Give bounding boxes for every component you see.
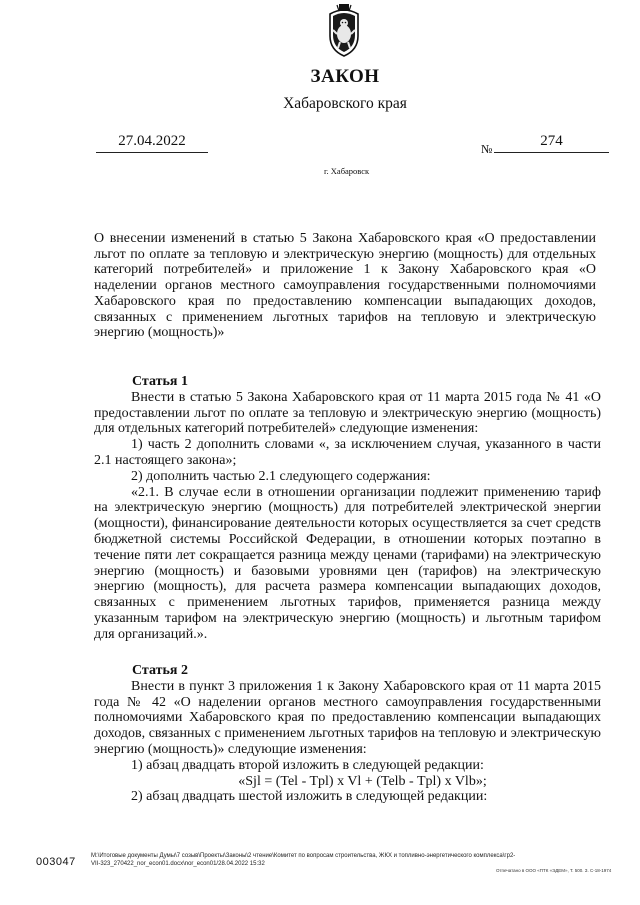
document-city: г. Хабаровск [324, 166, 370, 176]
document-code: 003047 [36, 856, 76, 868]
file-path-line-1: M:\Итоговые документы Думы\7 созыв\Проекты\Законы\2 чтение\Комитет по вопросам строительства, ЖКХ и топливно-энергетического комплекса\гр2- [91, 853, 516, 859]
document-region: Хабаровского края [283, 95, 407, 112]
article-2-item-1: 1) абзац двадцать второй изложить в следующей редакции: [131, 757, 484, 773]
article-2-heading: Статья 2 [132, 663, 188, 678]
article-2-intro: Внести в пункт 3 приложения 1 к Закону Хабаровского края от 11 марта 2015 года № 42 «О наделении органов местного самоуправления государственными полномочиями Хабаровского края по предоставлению компенсации выпадающих доходов, связанных с применением льготных тарифов на тепловую и электрическую энергию (мощность)» следующие изменения: [94, 678, 601, 757]
document-subject: О внесении изменений в статью 5 Закона Хабаровского края «О предоставлении льгот по оплате за тепловую и электрическую энергию (мощность) для отдельных категорий потребителей» и приложение 1 к Закону Хабаровского края «О наделении органов местного самоуправления государственными полномочиями Хабаровского края по предоставлению компенсации выпадающих доходов, связанных с применением льготных тарифов на тепловую и электрическую энергию (мощность)» [94, 231, 596, 341]
article-1-item-2: 2) дополнить частью 2.1 следующего содержания: [131, 468, 431, 484]
printer-stamp: Отпечатано в ООО «ПТК «ЭДЕМ», Т. 500. З. С-18-1974 [496, 868, 612, 873]
document-number: 274 [494, 133, 609, 153]
article-1 [94, 374, 601, 643]
document-title: ЗАКОН [310, 66, 380, 87]
article-1-item-1: 1) часть 2 дополнить словами «, за исключением случая, указанного в части 2.1 настоящего закона»; [94, 437, 601, 468]
article-2 [94, 663, 601, 805]
article-1-intro: Внести в статью 5 Закона Хабаровского края от 11 марта 2015 года № 41 «О предоставлении льгот по оплате за тепловую и электрическую энергию (мощность) для отдельных категорий потребителей» следующие изменения: [94, 389, 601, 437]
file-path-line-2: VII-323_270422_nor_econ01.docx\nor_econ01/28.04.2022 15:32 [91, 861, 265, 867]
number-label: № [481, 142, 493, 156]
article-1-heading: Статья 1 [132, 374, 188, 389]
document-date: 27.04.2022 [96, 133, 208, 153]
article-2-formula: «Sjl = (Tel - Tpl) x Vl + (Telb - Tpl) x Vlb»; [238, 773, 487, 789]
coat-of-arms-emblem [324, 4, 364, 58]
article-1-quote: «2.1. В случае если в отношении организации подлежит применению тариф на электрическую энергию (мощность) для потребителей электрической энергии (мощности), финансирование деятельности которых осуществляется за счет средств бюджетной системы Российской Федерации, в отношении которых поэтапно в течение пяти лет сокращается разница между ценами (тарифами) на электрическую энергию (мощность) и базовыми уровнями цен (тарифов) на электрическую энергию (мощность), для расчета размера компенсации выпадающих доходов, связанных с применением льготных тарифов, применяется разница между указанным тарифом на электрическую энергию (мощность) и льготным тарифом для организаций.». [94, 484, 601, 642]
article-2-item-2: 2) абзац двадцать шестой изложить в следующей редакции: [131, 789, 488, 805]
file-path-footer [91, 852, 611, 868]
